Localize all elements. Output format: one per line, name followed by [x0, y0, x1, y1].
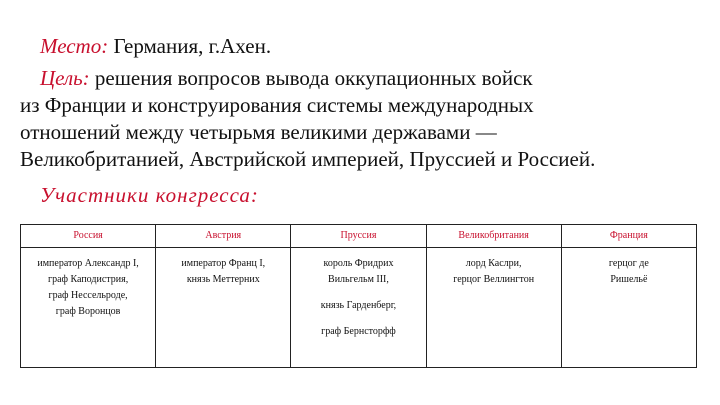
cell-line: князь Гарденберг,	[320, 300, 397, 311]
cell-austria	[156, 248, 291, 368]
header-russia: Россия	[21, 225, 156, 248]
header-great-britain: Великобритания	[426, 225, 561, 248]
goal-line-3: отношений между четырьмя великими державами —	[20, 120, 497, 144]
goal-line-1	[40, 65, 533, 91]
cell-gap	[295, 314, 421, 324]
table-row	[21, 248, 697, 368]
goal-text-1: решения вопросов вывода оккупационных войск	[94, 66, 533, 90]
cell-line: граф Воронцов	[55, 306, 121, 317]
cell-line: граф Бернсторфф	[321, 326, 396, 337]
cell-line: Ришельё	[610, 274, 648, 285]
place-value: Германия, г.Ахен.	[113, 34, 272, 58]
cell-great-britain	[426, 248, 561, 368]
cell-line: граф Нессельроде,	[48, 290, 128, 301]
cell-gap	[295, 288, 421, 298]
participants-heading: Участники конгресса:	[40, 183, 259, 207]
cell-line: Вильгельм III,	[328, 274, 389, 285]
cell-line: лорд Каслри,	[465, 258, 522, 269]
table-header-row	[21, 225, 697, 248]
cell-line: император Александр I,	[37, 258, 139, 269]
cell-line: князь Меттерних	[186, 274, 260, 285]
goal-line-4: Великобританией, Австрийской империей, Пруссией и Россией.	[20, 147, 596, 171]
cell-russia	[21, 248, 156, 368]
header-austria: Австрия	[156, 225, 291, 248]
goal-line-2: из Франции и конструирования системы международных	[20, 93, 534, 117]
place-line	[40, 33, 271, 59]
cell-prussia	[291, 248, 426, 368]
place-label: Место:	[40, 34, 109, 58]
cell-france	[561, 248, 696, 368]
cell-line: граф Каподистрия,	[47, 274, 129, 285]
header-france: Франция	[561, 225, 696, 248]
cell-line: король Фридрих	[323, 258, 394, 269]
cell-line: герцог Веллингтон	[453, 274, 535, 285]
participants-table	[20, 224, 697, 368]
cell-line: герцог де	[608, 258, 649, 269]
goal-label: Цель:	[40, 66, 90, 90]
header-prussia: Пруссия	[291, 225, 426, 248]
cell-line: император Франц I,	[181, 258, 266, 269]
